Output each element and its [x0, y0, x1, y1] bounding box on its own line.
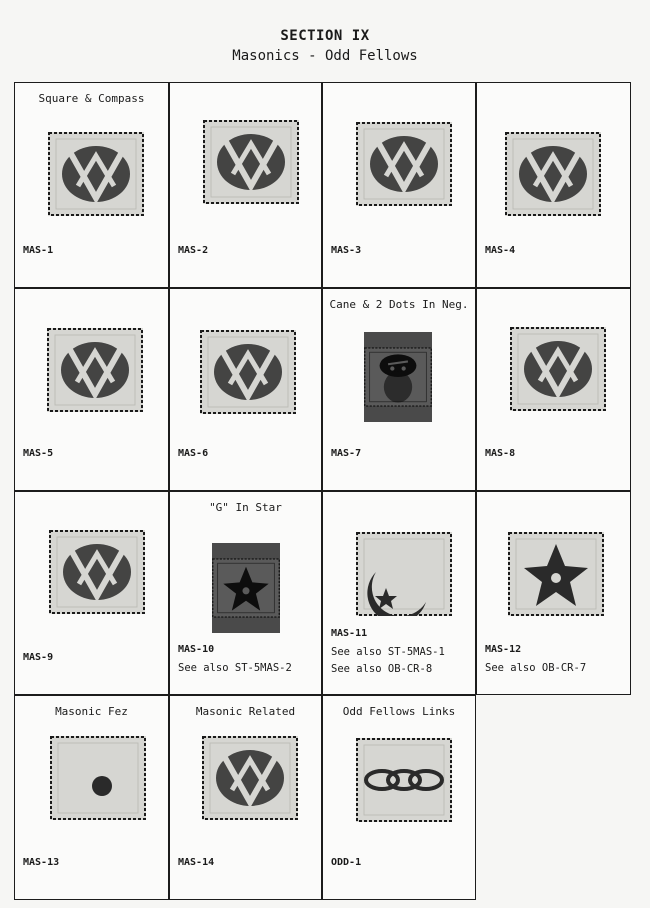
catalog-code: MAS-2 — [178, 245, 209, 256]
star-icon — [508, 532, 604, 616]
crescent-star-icon — [356, 532, 452, 616]
catalog-code: MAS-12 — [485, 644, 522, 655]
star-icon — [212, 543, 280, 633]
cross-reference-note: See also ST-5MAS-1 — [331, 646, 445, 658]
catalog-code: MAS-6 — [178, 448, 209, 459]
cross-reference-note: See also OB-CR-7 — [485, 662, 587, 674]
chain-links-icon — [356, 738, 452, 822]
cane-dots-icon — [364, 332, 432, 422]
square-compass-icon — [200, 330, 296, 414]
catalog-code: MAS-11 — [331, 628, 368, 639]
catalog-code: MAS-3 — [331, 245, 362, 256]
page-header — [0, 28, 650, 64]
cross-reference-note: See also ST-5MAS-2 — [178, 662, 292, 674]
section-subtitle: Masonics - Odd Fellows — [232, 48, 418, 64]
catalog-code: MAS-7 — [331, 448, 362, 459]
cell-caption: Masonic Related — [195, 705, 296, 718]
catalog-code: MAS-4 — [485, 245, 516, 256]
cross-reference-note: See also OB-CR-8 — [331, 663, 433, 675]
catalog-code: MAS-9 — [23, 652, 54, 663]
cell-caption: Square & Compass — [38, 92, 145, 105]
square-compass-icon — [505, 132, 601, 216]
catalog-code: MAS-8 — [485, 448, 516, 459]
cell-caption: Odd Fellows Links — [342, 705, 456, 718]
catalog-code: MAS-1 — [23, 245, 54, 256]
square-compass-icon — [510, 327, 606, 411]
square-compass-icon — [203, 120, 299, 204]
catalog-code: MAS-5 — [23, 448, 54, 459]
section-title: SECTION IX — [280, 28, 370, 44]
fez-icon — [50, 736, 146, 820]
catalog-code: ODD-1 — [331, 857, 362, 868]
square-compass-icon — [202, 736, 298, 820]
square-compass-icon — [47, 328, 143, 412]
cell-caption: "G" In Star — [209, 501, 282, 514]
cell-caption: Masonic Fez — [55, 705, 128, 718]
square-compass-icon — [48, 132, 144, 216]
square-compass-icon — [356, 122, 452, 206]
cell-caption: Cane & 2 Dots In Neg. — [329, 298, 469, 311]
square-compass-icon — [49, 530, 145, 614]
catalog-code: MAS-14 — [178, 857, 215, 868]
catalog-code: MAS-13 — [23, 857, 60, 868]
catalog-code: MAS-10 — [178, 644, 215, 655]
